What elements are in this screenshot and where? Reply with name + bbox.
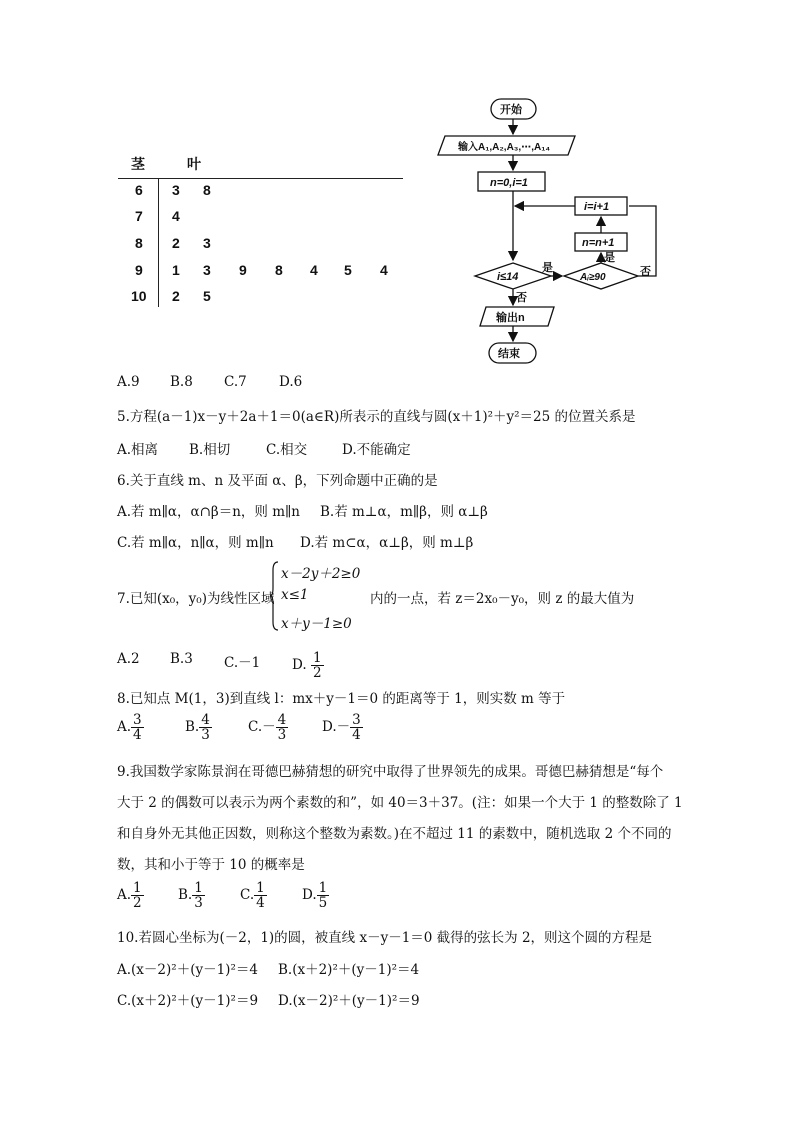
q9-option-label: C. (240, 887, 255, 904)
fraction-numerator: 3 (352, 712, 361, 728)
q4-option-d: D.6 (279, 374, 303, 390)
q5-option-b: B.相切 (189, 442, 231, 458)
q9-option-label: B. (178, 887, 193, 904)
fraction-denominator: 4 (133, 727, 142, 744)
no-label-1: 否 (640, 266, 651, 278)
end-label: 结束 (498, 348, 520, 360)
leaf-value: 5 (344, 262, 352, 278)
q6-stem: 6.关于直线 m、n 及平面 α、β，下列命题中正确的是 (117, 473, 438, 489)
leaf-header: 叶 (187, 156, 201, 172)
q7-constraint-3: x＋y－1≥0 (281, 616, 352, 632)
q9-line-1: 9.我国数学家陈景润在哥德巴赫猜想的研究中取得了世界领先的成果。哥德巴赫猜想是“每个 (117, 764, 664, 780)
q8-option-fraction (199, 713, 212, 742)
no-label-2: 否 (516, 292, 527, 304)
cond1-label: i≤14 (497, 271, 519, 283)
stem-value: 10 (131, 288, 147, 304)
leaf-value: 8 (275, 262, 283, 278)
q4-option-b: B.8 (170, 374, 193, 390)
fraction-numerator: 3 (133, 712, 142, 728)
leaf-value: 1 (172, 262, 180, 278)
leaf-value: 2 (172, 235, 180, 251)
q9-option-label: D. (302, 887, 317, 904)
q10-stem: 10.若圆心坐标为(－2，1)的圆，被直线 x－y－1＝0 截得的弦长为 2，则这个圆的方程是 (117, 930, 653, 946)
input-label: 输入A₁,A₂,A₃,⋯,A₁₄ (458, 142, 551, 153)
q9-option-b (178, 881, 205, 910)
q7-constraint-2: x≤1 (281, 587, 309, 603)
stem-leaf-vline (158, 179, 159, 307)
q7-option-c: C.－1 (224, 655, 261, 671)
q10-option-b: B.(x＋2)²＋(y－1)²＝4 (278, 962, 420, 978)
q9-option-c (240, 881, 267, 910)
leaf-value: 5 (203, 288, 211, 304)
fraction-denominator: 3 (194, 895, 203, 912)
q8-option-c (248, 713, 288, 742)
q7-constraint-1: x－2y＋2≥0 (281, 566, 361, 582)
fraction-denominator: 5 (318, 895, 328, 912)
q9-option-fraction (317, 881, 330, 910)
yes-label-1: 是 (542, 262, 553, 274)
stem-header: 茎 (131, 156, 145, 172)
q9-option-fraction (254, 881, 267, 910)
q8-option-label: D.－ (322, 719, 351, 736)
q7-suffix: 内的一点，若 z＝2x₀－y₀，则 z 的最大值为 (370, 591, 635, 607)
fraction-denominator: 2 (133, 895, 142, 912)
q10-option-a: A.(x－2)²＋(y－1)²＝4 (117, 962, 258, 978)
leaf-value: 3 (203, 262, 211, 278)
leaf-value: 2 (172, 288, 180, 304)
q7-option-d (292, 651, 324, 680)
stem-value: 7 (135, 208, 143, 224)
fraction-numerator: 4 (201, 712, 210, 728)
q7-option-a: A.2 (117, 651, 140, 667)
stem-value: 8 (135, 235, 143, 251)
q9-option-label: A. (117, 887, 132, 904)
q9-line-3: 和自身外无其他正因数，则称这个整数为素数。)在不超过 11 的素数中，随机选取 2 个不同的 (117, 826, 672, 842)
fraction-denominator: 3 (201, 727, 210, 744)
q4-option-a: A.9 (117, 374, 140, 390)
stem-leaf-hline (118, 178, 403, 179)
leaf-value: 4 (172, 208, 180, 224)
leaf-value: 9 (239, 262, 247, 278)
q8-option-label: A. (117, 719, 132, 736)
q9-option-fraction (131, 881, 144, 910)
yes-label-2: 是 (604, 252, 615, 264)
output-label: 输出n (496, 312, 525, 324)
q5-option-d: D.不能确定 (342, 442, 411, 458)
q7-d-denominator: 2 (312, 665, 322, 682)
q9-option-fraction (192, 881, 205, 910)
q8-option-fraction (131, 713, 144, 742)
fraction-numerator: 1 (318, 880, 328, 896)
fraction-denominator: 4 (352, 727, 361, 744)
q8-stem: 8.已知点 M(1，3)到直线 l：mx＋y－1＝0 的距离等于 1，则实数 m 等于 (117, 691, 566, 707)
q6-option-d: D.若 m⊂α，α⊥β，则 m⊥β (300, 535, 474, 551)
init-label: n=0,i=1 (490, 177, 528, 189)
q5-option-c: C.相交 (266, 442, 308, 458)
q10-option-d: D.(x－2)²＋(y－1)²＝9 (278, 993, 420, 1009)
leaf-value: 4 (310, 262, 318, 278)
q8-option-fraction (350, 713, 363, 742)
q8-option-label: C.－ (248, 719, 276, 736)
q9-line-4: 数，其和小于等于 10 的概率是 (117, 857, 305, 873)
q6-option-c: C.若 m∥α，n∥α，则 m∥n (117, 535, 274, 551)
fraction-numerator: 4 (277, 712, 287, 728)
q6-option-b: B.若 m⊥α，m∥β，则 α⊥β (320, 504, 488, 520)
leaf-value: 3 (203, 235, 211, 251)
fraction-numerator: 1 (194, 880, 203, 896)
q8-option-a (117, 713, 144, 742)
q9-option-d (302, 881, 329, 910)
q7-prefix: 7.已知(x₀，y₀)为线性区域 (117, 591, 275, 607)
q7-option-d-fraction (311, 651, 324, 680)
fraction-numerator: 1 (133, 880, 142, 896)
inc-n-label: n=n+1 (582, 237, 615, 249)
q6-option-a: A.若 m∥α，α∩β＝n，则 m∥n (117, 504, 300, 520)
fraction-denominator: 4 (256, 895, 265, 912)
q8-option-d (322, 713, 363, 742)
leaf-value: 3 (172, 182, 180, 198)
leaf-value: 4 (380, 262, 388, 278)
inc-i-label: i=i+1 (584, 201, 610, 213)
start-label: 开始 (500, 104, 522, 116)
q5-stem: 5.方程(a－1)x－y＋2a＋1＝0(a∈R)所表示的直线与圆(x＋1)²＋y²＝25 的位置关系是 (117, 409, 636, 425)
stem-value: 9 (135, 262, 143, 278)
q8-option-fraction (276, 713, 289, 742)
fraction-denominator: 3 (277, 727, 287, 744)
q7-option-b: B.3 (170, 651, 193, 667)
q4-option-c: C.7 (224, 374, 247, 390)
stem-value: 6 (135, 182, 143, 198)
q8-option-label: B. (185, 719, 200, 736)
cond2-label: Aᵢ≥90 (580, 272, 606, 283)
q10-option-c: C.(x＋2)²＋(y－1)²＝9 (117, 993, 259, 1009)
q9-line-2: 大于 2 的偶数可以表示为两个素数的和”，如 40＝3＋37。(注：如果一个大于 1 的整数除了 1 (117, 795, 683, 811)
q7-brace (270, 560, 280, 632)
q5-option-a: A.相离 (117, 442, 159, 458)
q7-d-numerator: 1 (312, 650, 322, 666)
q7-option-d-label: D. (292, 657, 307, 674)
q9-option-a (117, 881, 144, 910)
flowchart (430, 95, 660, 370)
q8-option-b (185, 713, 212, 742)
leaf-value: 8 (203, 182, 211, 198)
fraction-numerator: 1 (256, 880, 265, 896)
